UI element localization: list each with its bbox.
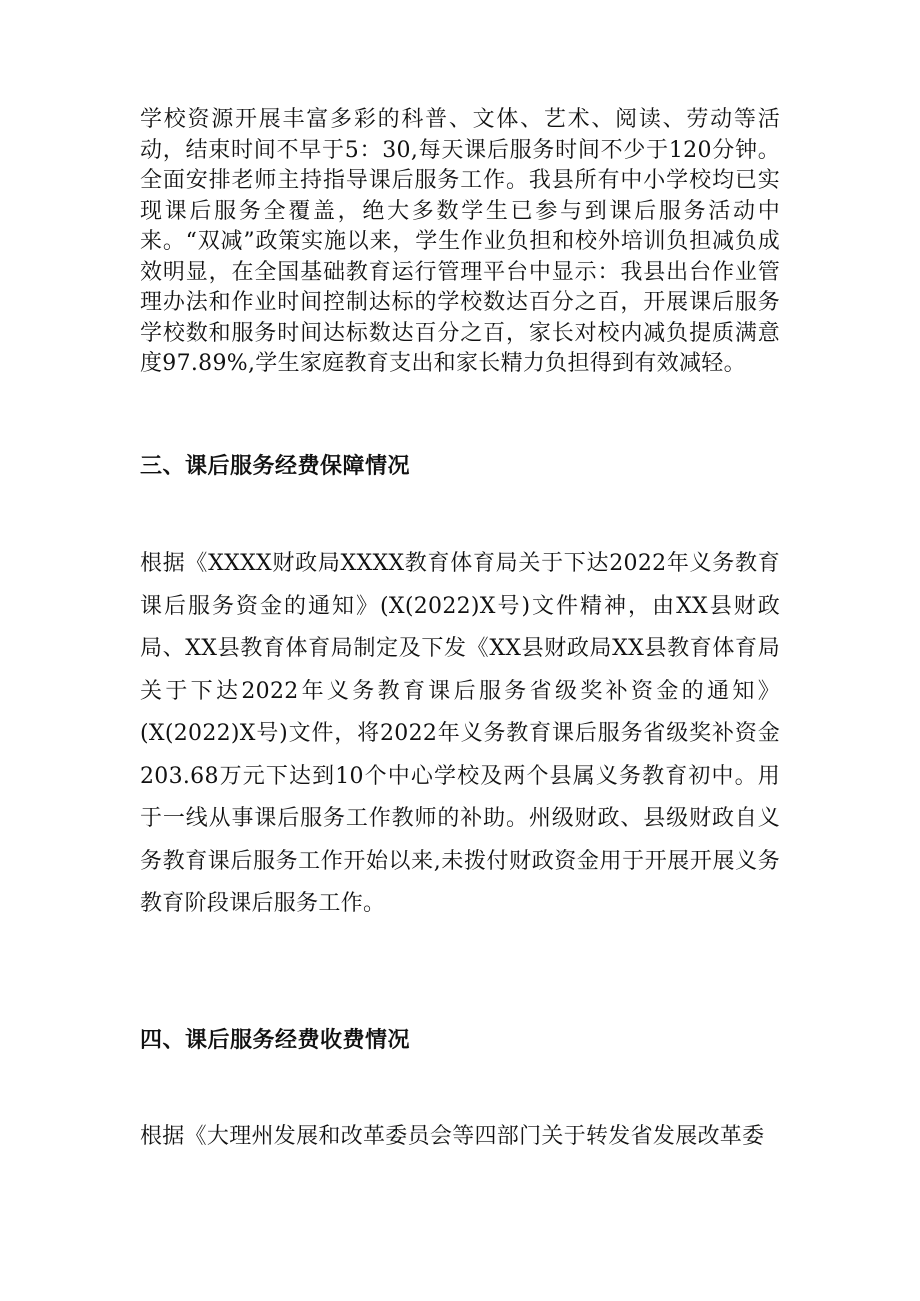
paragraph-activities-results: 学校资源开展丰富多彩的科普、文体、艺术、阅读、劳动等活动，结束时间不早于5：30,每天课后服务时间不少于120分钟。全面安排老师主持指导课后服务工作。我县所有中小学校均已实现课后服务全覆盖，绝大多数学生已参与到课后服务活动中来。“双减”政策实施以来，学生作业负担和校外培训负担减负成效明显，在全国基础教育运行管理平台中显示：我县出台作业管理办法和作业时间控制达标的学校数达百分之百，开展课后服务学校数和服务时间达标数达百分之百，家长对校内减负提质满意度97.89%,学生家庭教育支出和家长精力负担得到有效减轻。 (140, 107, 780, 376)
paragraph-fee-basis: 根据《大理州发展和改革委员会等四部门关于转发省发展改革委 (140, 1124, 765, 1149)
section-heading-fee-collection: 四、课后服务经费收费情况 (140, 1027, 411, 1053)
section-heading-funding-guarantee: 三、课后服务经费保障情况 (140, 453, 411, 479)
paragraph-funding-allocation: 根据《XXXX财政局XXXX教育体育局关于下达2022年义务教育课后服务资金的通知》(X(2022)X号)文件精神，由XX县财政局、XX县教育体育局制定及下发《XX县财政局XX县教育体育局关于下达2022年义务教育课后服务省级奖补资金的通知》(X(2022)X号)文件，将2022年义务教育课后服务省级奖补资金203.68万元下达到10个中心学校及两个县属义务教育初中。用于一线从事课后服务工作教师的补助。州级财政、县级财政自义务教育课后服务工作开始以来,未拨付财政资金用于开展开展义务教育阶段课后服务工作。 (140, 551, 780, 916)
